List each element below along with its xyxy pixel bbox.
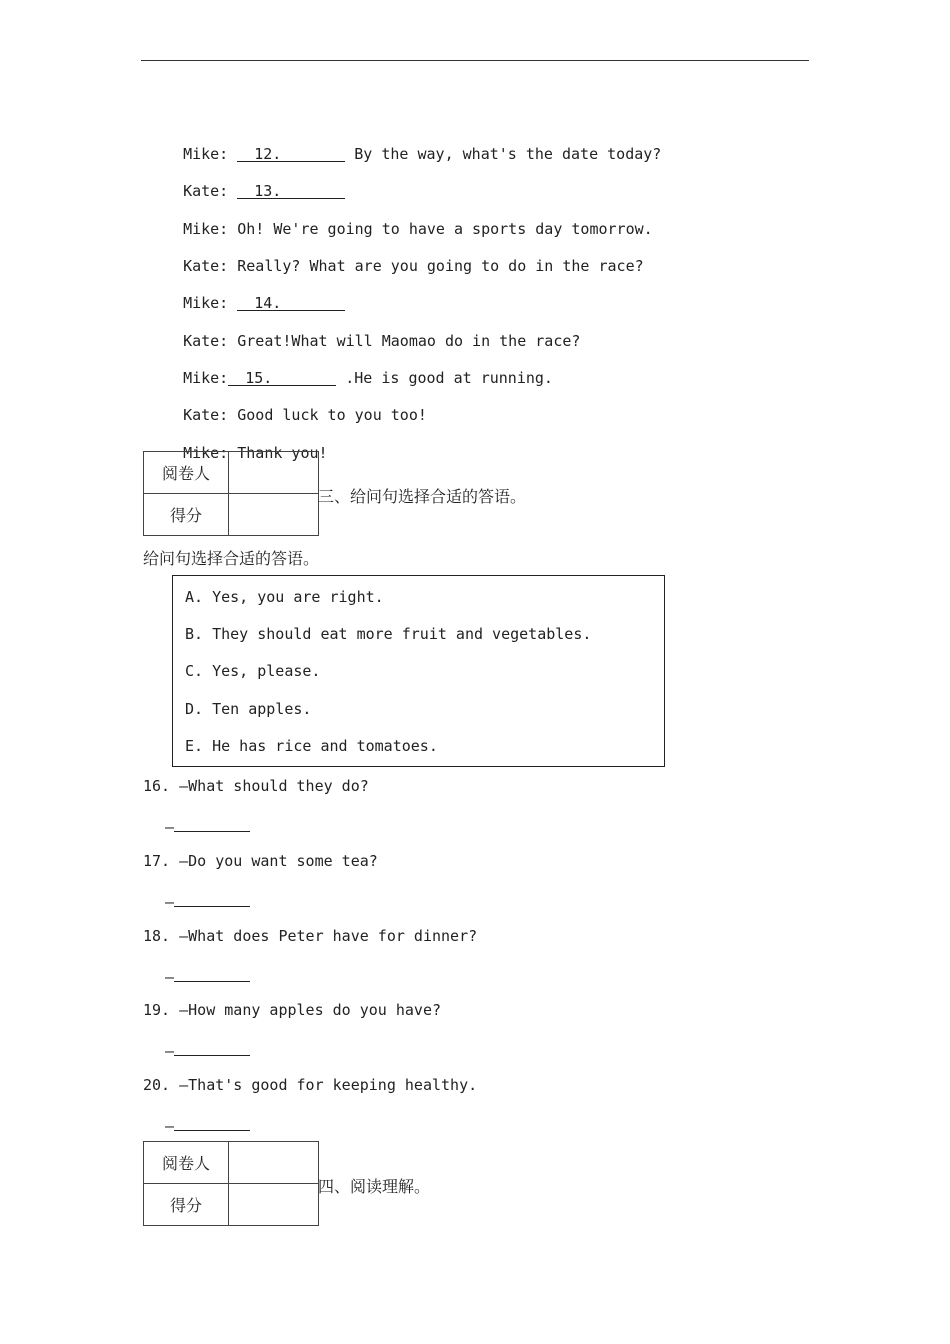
answer-line-20: — — [165, 1112, 250, 1136]
option-b: B. They should eat more fruit and vegetables. — [185, 625, 592, 643]
answer-blank-18[interactable] — [174, 963, 250, 982]
grader-table-1 — [143, 451, 319, 536]
answer-blank-19[interactable] — [174, 1037, 250, 1056]
answer-blank-16[interactable] — [174, 813, 250, 832]
answer-blank-14[interactable]: 14. — [237, 293, 345, 311]
reviewer-label: 阅卷人 — [144, 1142, 229, 1184]
answer-blank-12[interactable]: 12. — [237, 144, 345, 162]
option-c: C. Yes, please. — [185, 662, 321, 680]
dialogue-line-8: Kate: Good luck to you too! — [183, 406, 427, 424]
grader-table-2 — [143, 1141, 319, 1226]
answer-blank-20[interactable] — [174, 1112, 250, 1131]
score-cell[interactable] — [229, 494, 319, 536]
score-label: 得分 — [144, 494, 229, 536]
question-16: 16. —What should they do? — [143, 777, 369, 795]
question-20: 20. —That's good for keeping healthy. — [143, 1076, 478, 1094]
score-cell[interactable] — [229, 1184, 319, 1226]
reviewer-cell[interactable] — [229, 1142, 319, 1184]
dialogue-line-2: Kate: 13. — [165, 161, 345, 201]
dialogue-line-4: Kate: Really? What are you going to do in the race? — [183, 257, 644, 275]
reviewer-cell[interactable] — [229, 452, 319, 494]
dialogue-line-6: Kate: Great!What will Maomao do in the race? — [183, 332, 581, 350]
question-18: 18. —What does Peter have for dinner? — [143, 927, 478, 945]
section4-title: 四、阅读理解。 — [318, 1177, 431, 1196]
dialogue-line-5: Mike: 14. — [165, 273, 345, 313]
dialogue-line-3: Mike: Oh! We're going to have a sports day tomorrow. — [183, 220, 653, 238]
question-19: 19. —How many apples do you have? — [143, 1001, 442, 1019]
header-rule — [141, 60, 809, 61]
score-label: 得分 — [144, 1184, 229, 1226]
dialogue-line-7: Mike: 15. .He is good at running. — [183, 369, 553, 387]
dialogue-line-1: Mike: 12. By the way, what's the date today? — [183, 145, 662, 163]
dialogue-line-9: Mike: Thank you! — [183, 444, 328, 462]
reviewer-label: 阅卷人 — [144, 452, 229, 494]
answer-line-19: — — [165, 1037, 250, 1061]
answer-blank-13[interactable]: 13. — [237, 181, 345, 199]
answer-line-18: — — [165, 963, 250, 987]
option-e: E. He has rice and tomatoes. — [185, 737, 438, 755]
section3-instruction: 给问句选择合适的答语。 — [143, 549, 320, 568]
question-17: 17. —Do you want some tea? — [143, 852, 378, 870]
option-d: D. Ten apples. — [185, 700, 312, 718]
section3-title: 三、给问句选择合适的答语。 — [318, 487, 527, 506]
answer-line-16: — — [165, 813, 250, 837]
answer-blank-15[interactable]: 15. — [228, 368, 336, 386]
option-a: A. Yes, you are right. — [185, 588, 384, 606]
answer-blank-17[interactable] — [174, 888, 250, 907]
answer-line-17: — — [165, 888, 250, 912]
